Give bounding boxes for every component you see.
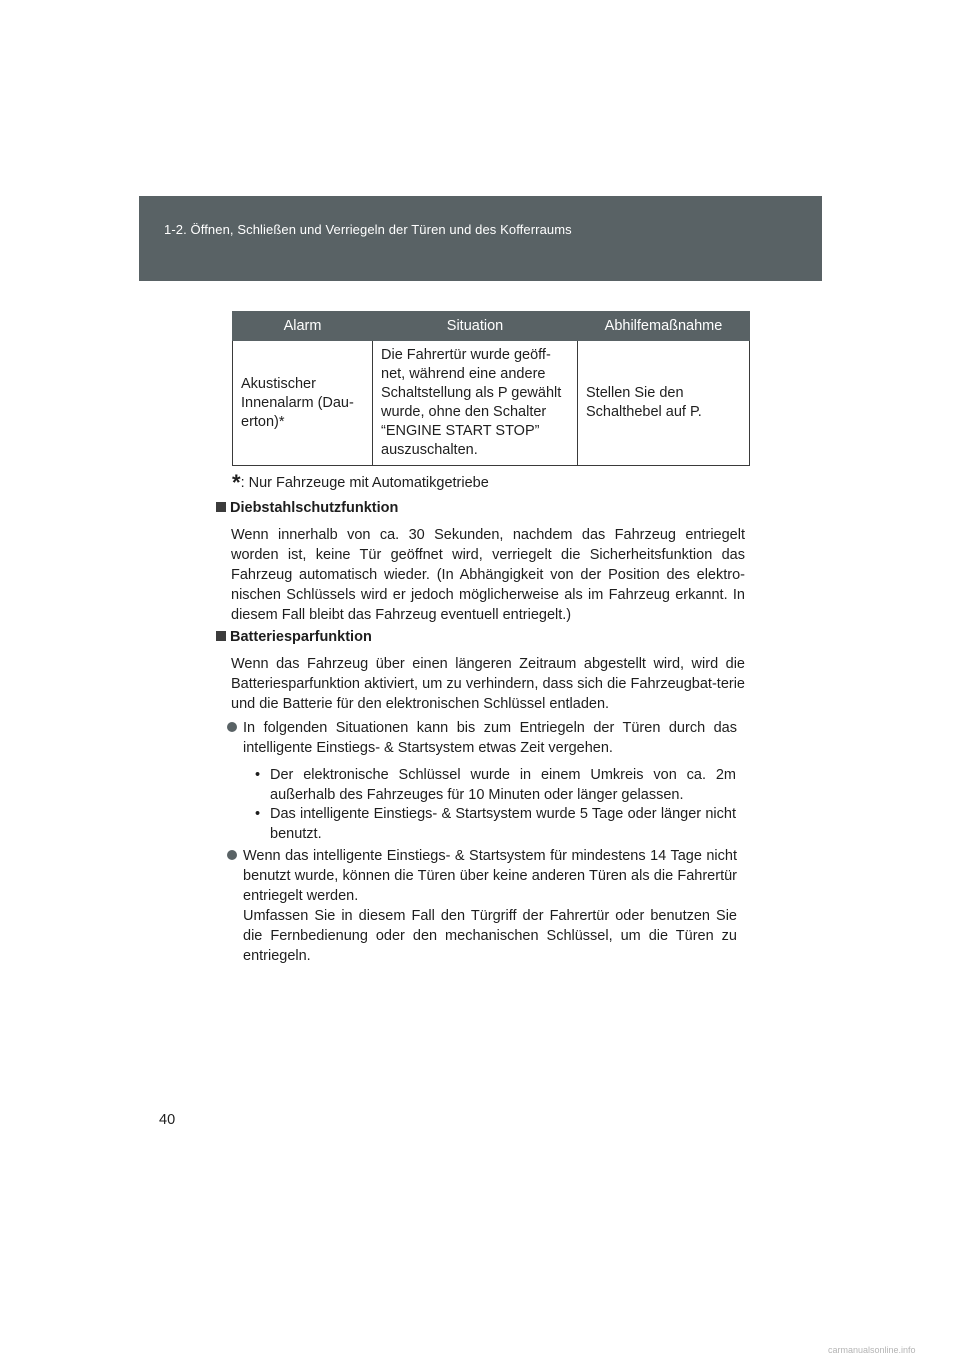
section-heading-battery-saver (216, 629, 372, 645)
cell-situation: Die Fahrertür wurde geöff-net, während eine andere Schaltstellung als P gewählt wurde, ohne den Schalter “ENGINE START STOP” auszuschalten. (373, 341, 578, 466)
footnote-asterisk: * (232, 470, 241, 495)
square-bullet-icon (216, 631, 226, 641)
alarm-table (232, 311, 750, 466)
section-heading-text: Diebstahlschutzfunktion (230, 500, 399, 516)
bullet-text-line-2: Umfassen Sie in diesem Fall den Türgriff der Fahrertür oder benutzen Sie die Fernbedienung oder den mechanischen Schlüssel, um die Türen zu entriegeln. (243, 908, 737, 964)
square-bullet-icon (216, 502, 226, 512)
sub-bullet-mark: • (255, 806, 261, 822)
table-header-row (233, 312, 750, 341)
cell-alarm: Akustischer Innenalarm (Dau-erton)* (233, 341, 373, 466)
bullet-text: In folgenden Situationen kann bis zum Entriegeln der Türen durch das intelligente Einstiegs- & Startsystem etwas Zeit vergehen. (243, 720, 737, 756)
column-header-remedy: Abhilfemaßnahme (578, 312, 750, 341)
watermark: carmanualsonline.info (828, 1345, 916, 1355)
round-bullet-icon (227, 722, 237, 732)
section-heading-text: Batteriesparfunktion (230, 629, 372, 645)
footnote-text: : Nur Fahrzeuge mit Automatikgetriebe (240, 475, 489, 491)
round-bullet-icon (227, 850, 237, 860)
page-number: 40 (159, 1112, 176, 1128)
section-body-battery-saver: Wenn das Fahrzeug über einen längeren Zeitraum abgestellt wird, wird die Batteriesparfunktion aktiviert, um zu verhindern, dass sich die Fahrzeugbat-terie und die Batterie für den elektronischen Schlüssel entladen. (231, 656, 745, 712)
section-heading-theft-protection (216, 500, 398, 516)
cell-remedy: Stellen Sie den Schalthebel auf P. (578, 341, 750, 466)
table-footnote (232, 470, 489, 496)
sub-bullet-mark: • (255, 767, 261, 783)
section-body-theft-protection: Wenn innerhalb von ca. 30 Sekunden, nachdem das Fahrzeug entriegelt worden ist, keine Tür geöffnet wird, verriegelt die Sicherheitsfunktion das Fahrzeug automatisch wieder. (In Abhängigkeit von der Position des elektro-nischen Schlüssels wird er jedoch möglicherweise als im Fahrzeug erkannt. In diesem Fall bleibt das Fahrzeug eventuell entriegelt.) (231, 527, 745, 623)
column-header-alarm: Alarm (233, 312, 373, 341)
table-row (233, 341, 750, 466)
chapter-header-band (139, 196, 822, 281)
column-header-situation: Situation (373, 312, 578, 341)
sub-item-text: Das intelligente Einstiegs- & Startsystem wurde 5 Tage oder länger nicht benutzt. (270, 806, 736, 842)
bullet-text-line-1: Wenn das intelligente Einstiegs- & Startsystem für mindestens 14 Tage nicht benutzt wurde, können die Türen über keine anderen Türen als die Fahrertür entriegelt werden. (243, 848, 737, 904)
sub-item-text: Der elektronische Schlüssel wurde in einem Umkreis von ca. 2m außerhalb des Fahrzeuges für 10 Minuten oder länger gelassen. (270, 767, 736, 803)
bullet-text (243, 846, 737, 966)
chapter-title: 1-2. Öffnen, Schließen und Verriegeln der Türen und des Kofferraums (164, 222, 572, 237)
